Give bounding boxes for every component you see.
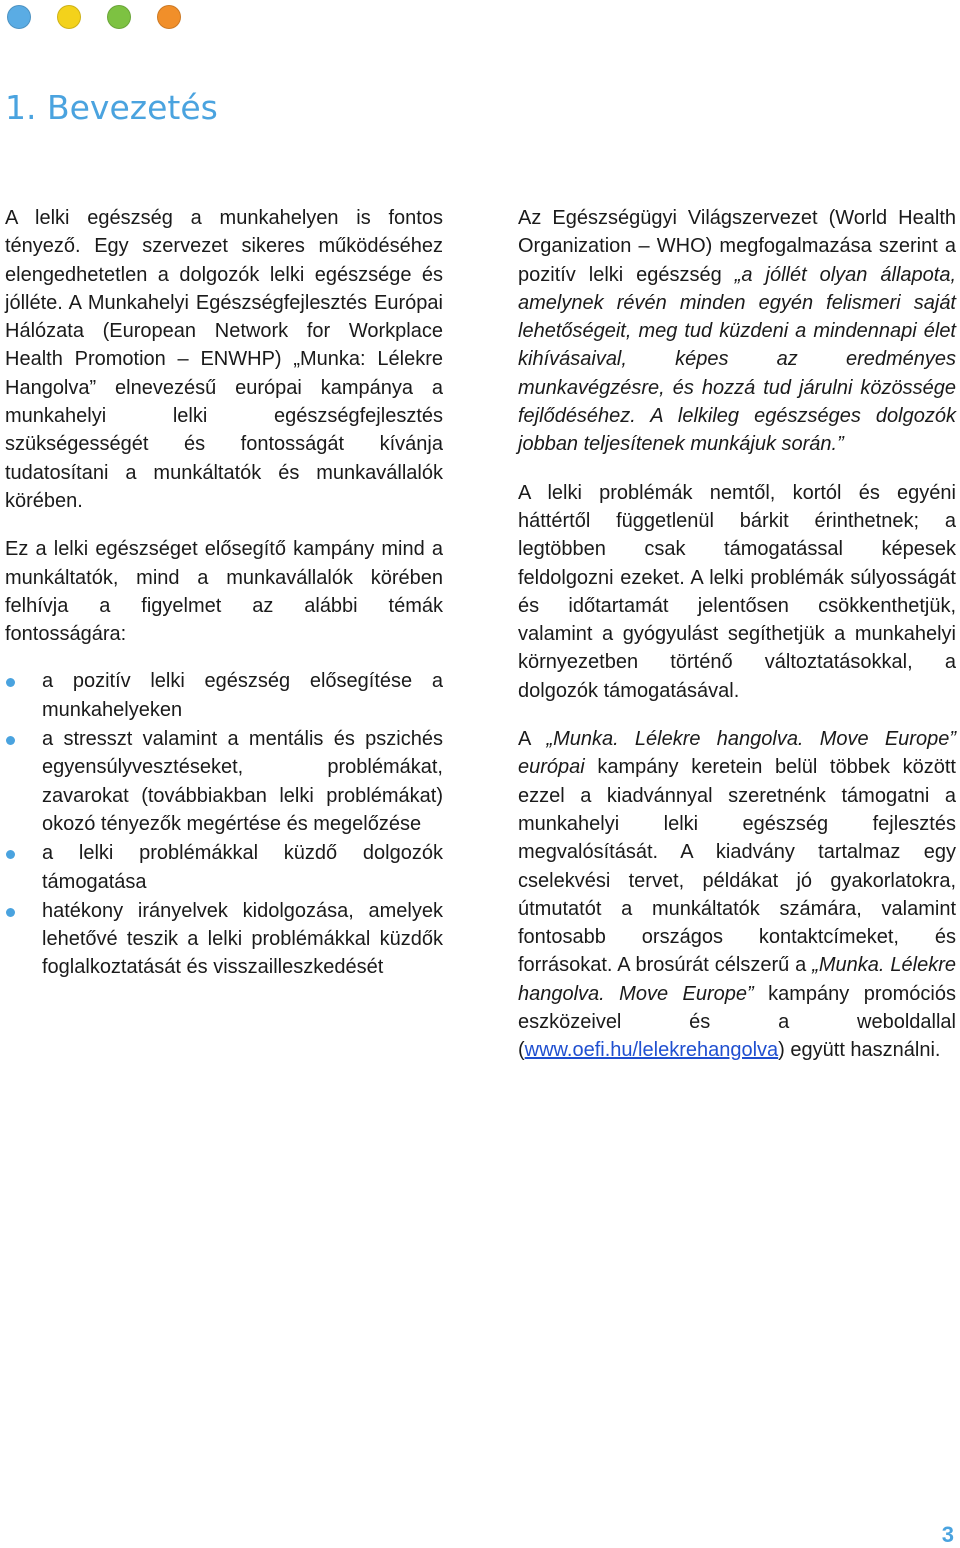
publication-paragraph	[518, 725, 956, 1065]
list-item: a pozitív lelki egészség elősegítése a munkahelyeken	[5, 667, 443, 724]
right-column	[518, 204, 956, 1085]
header-dots	[7, 5, 181, 29]
page-number: 3	[941, 1522, 954, 1547]
yellow-dot-icon	[57, 5, 81, 29]
left-column	[5, 204, 443, 983]
campaign-paragraph: Ez a lelki egészséget elősegítő kampány mind a munkáltatók, mind a munkavállalók körében felhívja a figyelmet az alábbi témák fontosságára:	[5, 538, 443, 646]
campaign-name: „Munka. Lélekre hangolva. Move Europe”	[518, 954, 956, 1005]
problems-paragraph: A lelki problémák nemtől, kortól és egyéni háttértől függetlenül bárkit érinthetnek; a legtöbben csak támogatással képesek feldolgozni ezeket. A lelki problémák súlyosságát és időtartamát jelentősen csökkenthetjük, valamint a gyógyulást segíthetjük a munkahelyi környezetben történő változtatásokkal, a dolgozók támogatásával.	[518, 481, 956, 702]
blue-dot-icon	[7, 5, 31, 29]
list-item: hatékony irányelvek kidolgozása, amelyek lehetővé teszik a lelki problémákkal küzdők foglalkoztatását és visszailleszkedését	[5, 897, 443, 982]
who-definition-paragraph	[518, 204, 956, 459]
text-fragment: A	[518, 728, 547, 751]
text-fragment: kampány promóciós eszközeivel és a weboldallal (	[518, 982, 956, 1062]
intro-paragraph: A lelki egészség a munkahelyen is fontos tényező. Egy szervezet sikeres működéséhez elengedhetetlen a dolgozók lelki egészsége és jólléte. A Munkahelyi Egészségfejlesztés Európai Hálózata (European Network for Workplace Health Promotion – ENWHP) „Munka: Lélekre Hangolva” elnevezésű európai kampánya a munkahelyi lelki egészségfejlesztés szükségességét és fontosságát kívánja tudatosítani a munkáltatók és munkavállalók körében.	[5, 207, 443, 512]
page-title: 1. Bevezetés	[5, 88, 218, 127]
list-item: a lelki problémákkal küzdő dolgozók támogatása	[5, 839, 443, 896]
text-fragment: ) együtt használni.	[778, 1039, 941, 1062]
orange-dot-icon	[157, 5, 181, 29]
topic-list	[5, 667, 443, 981]
who-intro-text: Az Egészségügyi Világszervezet (World Health Organization – WHO) megfogalmazása szerint a pozitív lelki egészség	[518, 207, 956, 286]
website-link[interactable]: www.oefi.hu/lelekrehangolva	[524, 1039, 779, 1062]
campaign-name: „Munka. Lélekre hangolva. Move Europe” európai	[518, 728, 956, 779]
who-quote: „a jóllét olyan állapota, amelynek révén minden egyén felismeri saját lehetőségeit, meg tud küzdeni a mindennapi élet kihívásaival, képes az eredményes munkavégzésre, és hozzá tud járulni közössége fejlődéséhez. A lelkileg egészséges dolgozók jobban teljesítenek munkájuk során.”	[518, 263, 956, 456]
green-dot-icon	[107, 5, 131, 29]
text-fragment: kampány keretein belül többek között ezzel a kiadvánnyal szeretnénk támogatni a munkahelyi lelki egészség fejlesztés megvalósítását. A kiadvány tartalmaz egy cselekvési tervet, példákat jó gyakorlatokra, útmutatót a munkáltatók számára, valamint fontosabb országos kontaktcímeket, és forrásokat. A brosúrát célszerű a	[518, 756, 956, 977]
list-item: a stresszt valamint a mentális és pszichés egyensúlyvesztéseket, problémákat, zavarokat (továbbiakban lelki problémákat) okozó tényezők megértése és megelőzése	[5, 725, 443, 838]
